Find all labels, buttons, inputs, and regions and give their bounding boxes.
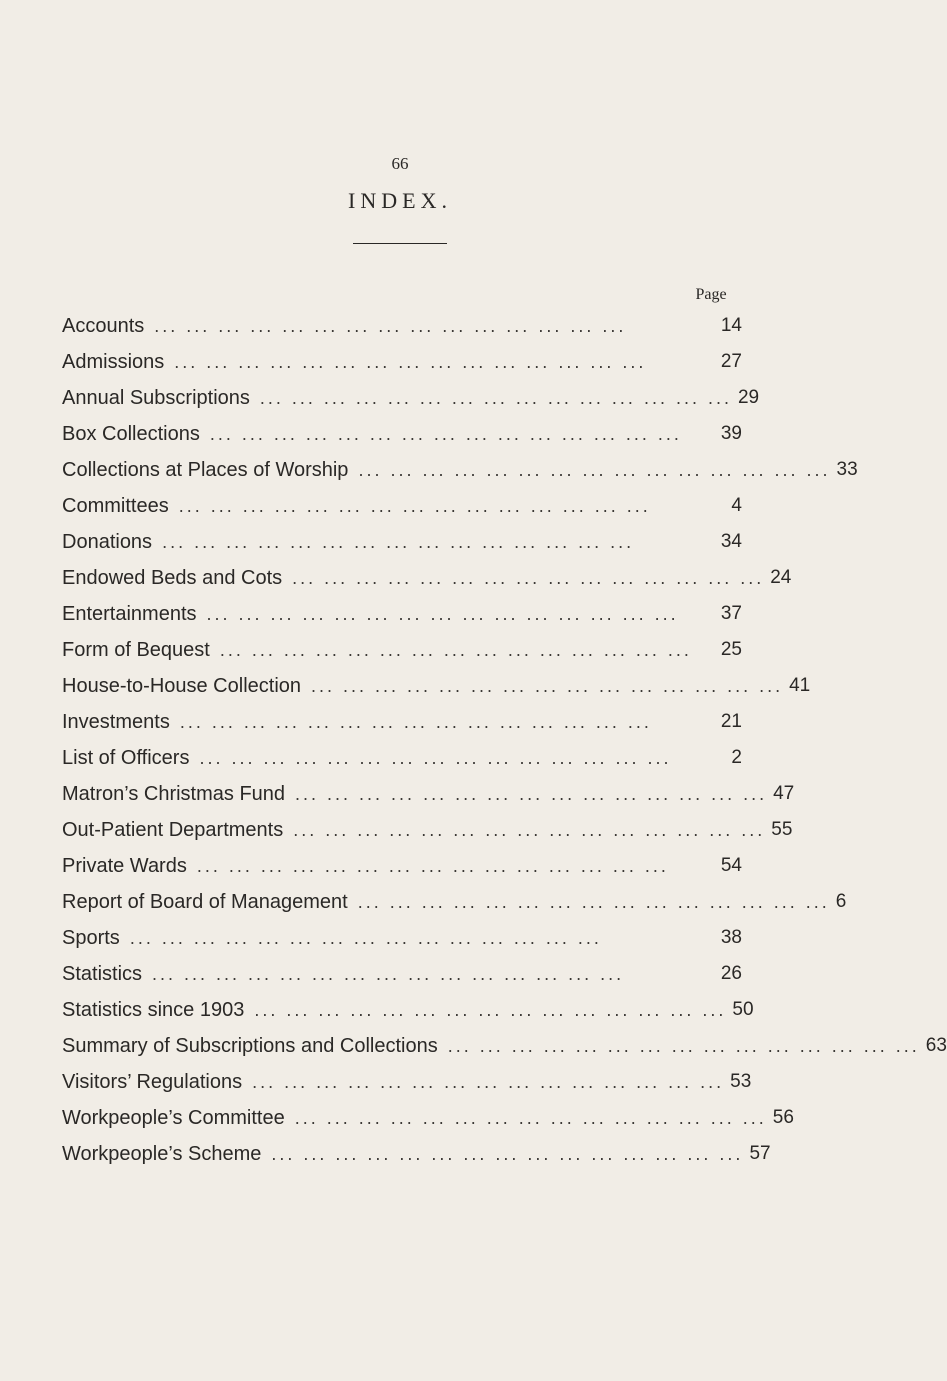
index-entry [62,344,742,380]
index-entry [62,668,811,704]
index-entry [62,704,742,740]
entry-page: 4 [731,495,742,516]
index-entry [62,1136,771,1172]
entry-page: 55 [771,819,793,840]
dot-leader: ... ... ... ... ... ... ... ... ... ... ... ... ... ... ... [199,747,672,768]
entry-label: Investments [62,710,170,733]
entry-page: 2 [731,747,742,768]
index-entry [62,920,742,956]
entry-page: 26 [720,963,742,984]
dot-leader: ... ... ... ... ... ... ... ... ... ... ... ... ... ... ... [358,459,831,480]
index-entry [62,632,742,668]
dot-leader: ... ... ... ... ... ... ... ... ... ... ... ... ... ... ... [179,711,652,732]
dot-leader: ... ... ... ... ... ... ... ... ... ... ... ... ... ... ... [254,999,727,1020]
dot-leader: ... ... ... ... ... ... ... ... ... ... ... ... ... ... ... [154,315,627,336]
dot-leader: ... ... ... ... ... ... ... ... ... ... ... ... ... ... ... [252,1071,725,1092]
entry-page: 33 [836,459,858,480]
entry-label: Private Wards [62,854,187,877]
entry-page: 24 [770,567,792,588]
index-entry [62,524,742,560]
entry-label: House-to-House Collection [62,674,302,697]
entry-page: 37 [720,603,742,624]
dot-leader: ... ... ... ... ... ... ... ... ... ... ... ... ... ... ... [129,927,602,948]
entry-label: Matron’s Christmas Fund [62,782,286,805]
index-entry [62,380,760,416]
entry-label: Box Collections [62,422,200,445]
dot-leader: ... ... ... ... ... ... ... ... ... ... ... ... ... ... ... [174,351,647,372]
entry-label: Endowed Beds and Cots [62,566,283,589]
entry-page: 50 [732,999,754,1020]
entry-label: Committees [62,494,169,517]
entry-page: 47 [773,783,795,804]
dot-leader: ... ... ... ... ... ... ... ... ... ... ... ... ... ... ... [162,531,635,552]
entry-page: 56 [772,1107,794,1128]
entry-label: Entertainments [62,602,197,625]
entry-page: 63 [925,1035,947,1056]
entry-page: 38 [720,927,742,948]
entry-page: 6 [835,891,847,912]
index-entry [62,776,795,812]
entry-label: Statistics since 1903 [62,998,245,1021]
dot-leader: ... ... ... ... ... ... ... ... ... ... ... ... ... ... ... [271,1143,744,1164]
index-entry [62,1100,794,1136]
entry-page: 41 [789,675,811,696]
dot-leader: ... ... ... ... ... ... ... ... ... ... ... ... ... ... ... [209,423,682,444]
entry-label: Summary of Subscriptions and Collections [62,1034,438,1057]
dot-leader: ... ... ... ... ... ... ... ... ... ... ... ... ... ... ... [447,1035,920,1056]
entry-label: Admissions [62,350,165,373]
page-number: 66 [391,154,409,173]
dot-leader: ... ... ... ... ... ... ... ... ... ... ... ... ... ... ... [206,603,679,624]
entry-label: Sports [62,926,120,949]
index-entry [62,992,754,1028]
dot-leader: ... ... ... ... ... ... ... ... ... ... ... ... ... ... ... [295,783,768,804]
entry-page: 39 [720,423,742,444]
entry-label: Out-Patient Departments [62,818,284,841]
index-entry [62,740,742,776]
entry-label: Form of Bequest [62,638,210,661]
entry-label: Annual Subscriptions [62,386,250,409]
entry-page: 53 [730,1071,752,1092]
entry-label: List of Officers [62,746,190,769]
entry-label: Statistics [62,962,143,985]
entry-label: Workpeople’s Committee [62,1106,285,1129]
dot-leader: ... ... ... ... ... ... ... ... ... ... ... ... ... ... ... [259,387,732,408]
index-entry [62,308,742,344]
dot-leader: ... ... ... ... ... ... ... ... ... ... ... ... ... ... ... [219,639,692,660]
dot-leader: ... ... ... ... ... ... ... ... ... ... ... ... ... ... ... [178,495,651,516]
index-entry [62,1064,752,1100]
dot-leader: ... ... ... ... ... ... ... ... ... ... ... ... ... ... ... [311,675,784,696]
entry-label: Donations [62,530,153,553]
index-entry [62,812,793,848]
index-entry [62,488,742,524]
entry-label: Accounts [62,314,145,337]
dot-leader: ... ... ... ... ... ... ... ... ... ... ... ... ... ... ... [292,567,765,588]
dot-leader: ... ... ... ... ... ... ... ... ... ... ... ... ... ... ... [293,819,766,840]
index-entry [62,1028,947,1064]
page-column-header: Page [695,286,727,303]
index-entry [62,452,858,488]
entry-page: 54 [720,855,742,876]
index-entry [62,416,742,452]
entry-page: 34 [720,531,742,552]
entry-page: 25 [720,639,742,660]
entry-page: 27 [720,351,742,372]
index-entry [62,956,742,992]
entry-label: Report of Board of Management [62,890,348,913]
entry-page: 57 [749,1143,771,1164]
entry-page: 29 [737,387,760,408]
title-rule [353,243,447,244]
dot-leader: ... ... ... ... ... ... ... ... ... ... ... ... ... ... ... [294,1107,767,1128]
index-entry [62,596,742,632]
index-title: INDEX. [348,188,452,213]
entry-label: Visitors’ Regulations [62,1070,243,1093]
dot-leader: ... ... ... ... ... ... ... ... ... ... ... ... ... ... ... [196,855,669,876]
entry-label: Collections at Places of Worship [62,458,349,481]
entry-page: 21 [720,711,742,732]
entry-page: 14 [720,315,742,336]
index-entry [62,560,792,596]
entry-label: Workpeople’s Scheme [62,1142,262,1165]
index-entry [62,848,742,884]
dot-leader: ... ... ... ... ... ... ... ... ... ... ... ... ... ... ... [152,963,625,984]
index-entry [62,884,847,920]
dot-leader: ... ... ... ... ... ... ... ... ... ... ... ... ... ... ... [357,891,830,912]
